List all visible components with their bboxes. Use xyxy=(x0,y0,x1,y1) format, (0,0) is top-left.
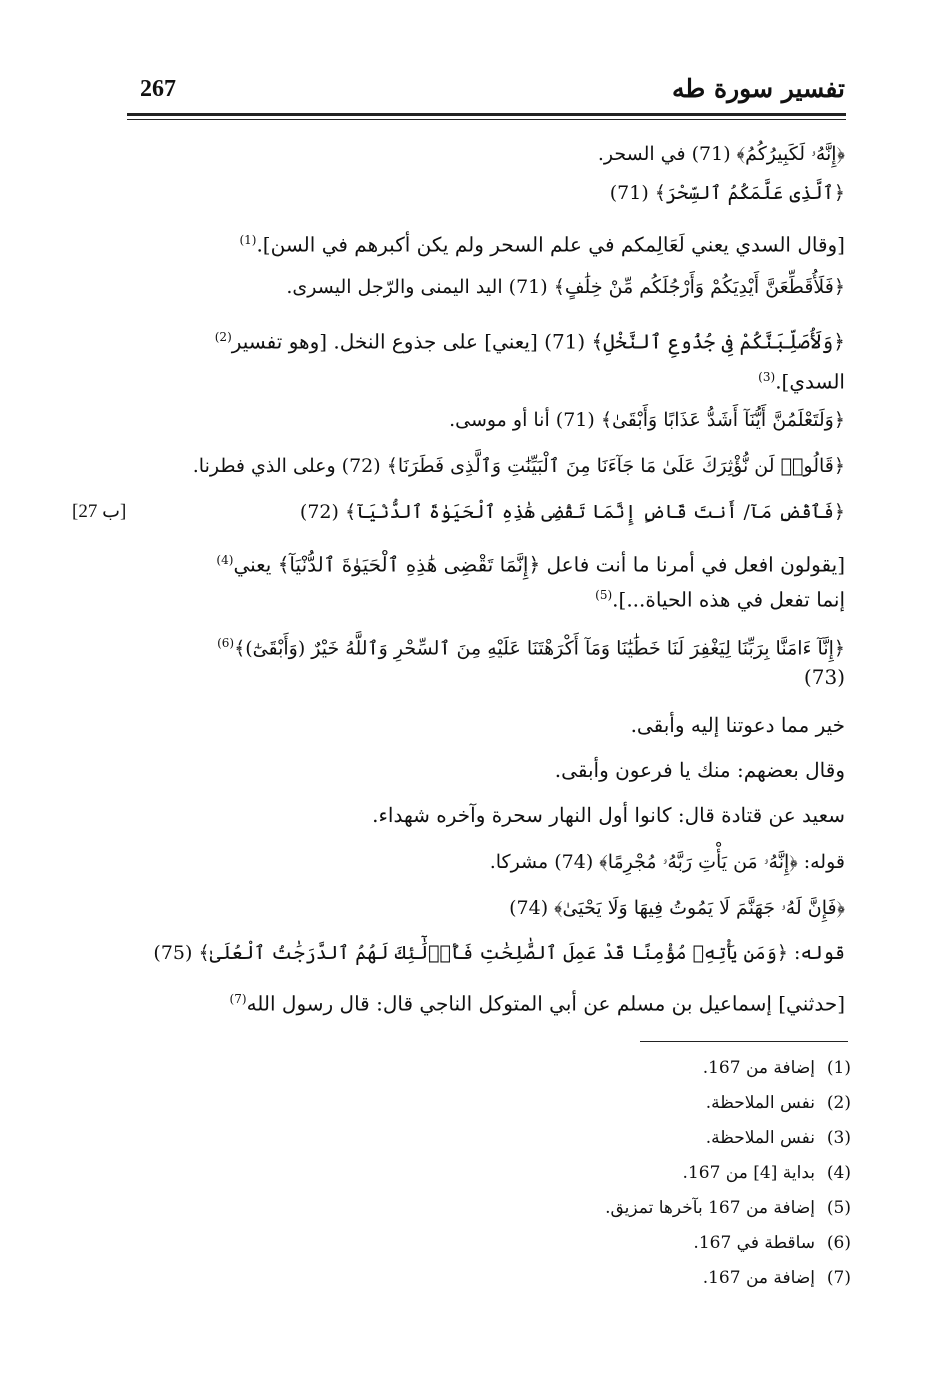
text-line: قوله: ﴿وَمَن يَأْتِهِۦ مُؤْمِنًا قَدْ عَمِلَ ٱلصَّٰلِحَٰتِ فَأُو۟لَٰٓئِكَ لَهُمُ ٱلدَّرَجَٰتُ ٱلْعُلَىٰ﴾ (75) xyxy=(153,942,845,964)
footnote: (1)إضافة من 167. xyxy=(702,1058,851,1078)
footnote: (3)نفس الملاحظة. xyxy=(705,1128,851,1148)
footnote-ref: (7) xyxy=(229,992,247,1006)
footnote-ref: (1) xyxy=(239,233,257,247)
text-line: سعيد عن قتادة قال: كانوا أول النهار سحرة وآخره شهداء. xyxy=(372,803,845,827)
footnote-rule xyxy=(640,1041,848,1042)
text-line: قوله: ﴿إِنَّهُۥ مَن يَأْتِ رَبَّهُۥ مُجْرِمًا﴾ (74) مشركا. xyxy=(489,851,845,873)
text-line: [حدثني] إسماعيل بن مسلم عن أبي المتوكل الناجي قال: قال رسول الله$^{(7)}$ xyxy=(229,991,845,1016)
footnote-ref: (6) xyxy=(217,636,235,650)
footnote-ref: (2) xyxy=(214,330,232,344)
text-line: خير مما دعوتنا إليه وأبقى. xyxy=(630,713,845,737)
text-line: السدي].$^{(3)}$ xyxy=(758,369,845,394)
running-title: تفسير سورة طه xyxy=(672,74,845,103)
footnote: (7)إضافة من 167. xyxy=(702,1268,851,1288)
text-line: ﴿فَإِنَّ لَهُۥ جَهَنَّمَ لَا يَمُوتُ فِيهَا وَلَا يَحْيَىٰ﴾ (74) xyxy=(509,897,845,919)
text-line: ﴿فَلَأُقَطِّعَنَّ أَيْدِيَكُمْ وَأَرْجُلَكُم مِّنْ خِلَٰفٍ﴾ (71) اليد اليمنى والرّجل اليسرى. xyxy=(286,276,845,298)
text-line: [يقولون افعل في أمرنا ما أنت فاعل ﴿إِنَّمَا تَقْضِى هَٰذِهِ ٱلْحَيَوٰةَ ٱلدُّنْيَآ﴾ يعني$^{(4)}$ xyxy=(216,552,845,577)
page-number: 267 xyxy=(140,76,176,102)
text-line: ﴿وَلَأُصَلِّبَنَّكُمْ فِى جُذُوعِ ٱلنَّخْلِ﴾ (71) [يعني] على جذوع النخل. [وهو تفسير$^{(2)}$ xyxy=(214,329,845,354)
margin-note: [27 ب] xyxy=(72,501,127,522)
text-line: ﴿فَٱقْضِ مَآ/ أَنتَ قَاضٍ إِنَّمَا تَقْضِى هَٰذِهِ ٱلْحَيَوٰةَ ٱلدُّنْيَآ﴾ (72) xyxy=(299,501,845,523)
text-line: ﴿إِنَّهُۥ لَكَبِيرُكُمُ﴾ (71) في السحر. xyxy=(597,143,845,165)
text-line: ﴿قَالُوا۟ لَن نُّؤْثِرَكَ عَلَىٰ مَا جَآءَنَا مِنَ ٱلْبَيِّنَٰتِ وَٱلَّذِى فَطَرَنَا﴾ (72) وعلى الذي فطرنا. xyxy=(192,455,845,477)
footnote: (6)ساقطة في 167. xyxy=(693,1233,851,1253)
footnote-ref: (3) xyxy=(758,370,776,384)
text-line: ﴿ٱلَّذِى عَلَّمَكُمُ ٱلسِّحْرَ﴾ (71) xyxy=(609,182,845,204)
text-line: ﴿وَلَتَعْلَمُنَّ أَيُّنَآ أَشَدُّ عَذَابًا وَأَبْقَىٰ﴾ (71) أنا أو موسى. xyxy=(449,409,845,431)
text-line: إنما تفعل في هذه الحياة...].$^{(5)}$ xyxy=(595,587,845,612)
footnote: (4)بداية [4] من 167. xyxy=(682,1163,851,1183)
footnote-ref: (5) xyxy=(595,588,613,602)
text-line: (73) xyxy=(803,665,845,689)
text-line: [وقال السدي يعني لَعَالِمكم في علم السحر ولم يكن أكبرهم في السن].$^{(1)}$ xyxy=(239,232,845,257)
text-line: وقال بعضهم: منك يا فرعون وأبقى. xyxy=(554,758,845,782)
footnote-ref: (4) xyxy=(216,553,234,567)
text-line: ﴿إِنَّآ ءَامَنَّا بِرَبِّنَا لِيَغْفِرَ لَنَا خَطَٰيَٰنَا وَمَآ أَكْرَهْتَنَا عَلَيْهِ مِنَ ٱلسِّحْرِ وَٱللَّهُ خَيْرٌ (وَأَبْقَىٰٓ)﴾$^{(6)}$ xyxy=(217,636,845,660)
footnote: (2)نفس الملاحظة. xyxy=(705,1093,851,1113)
footnote: (5)إضافة من 167 بآخرها تمزيق. xyxy=(605,1198,851,1218)
